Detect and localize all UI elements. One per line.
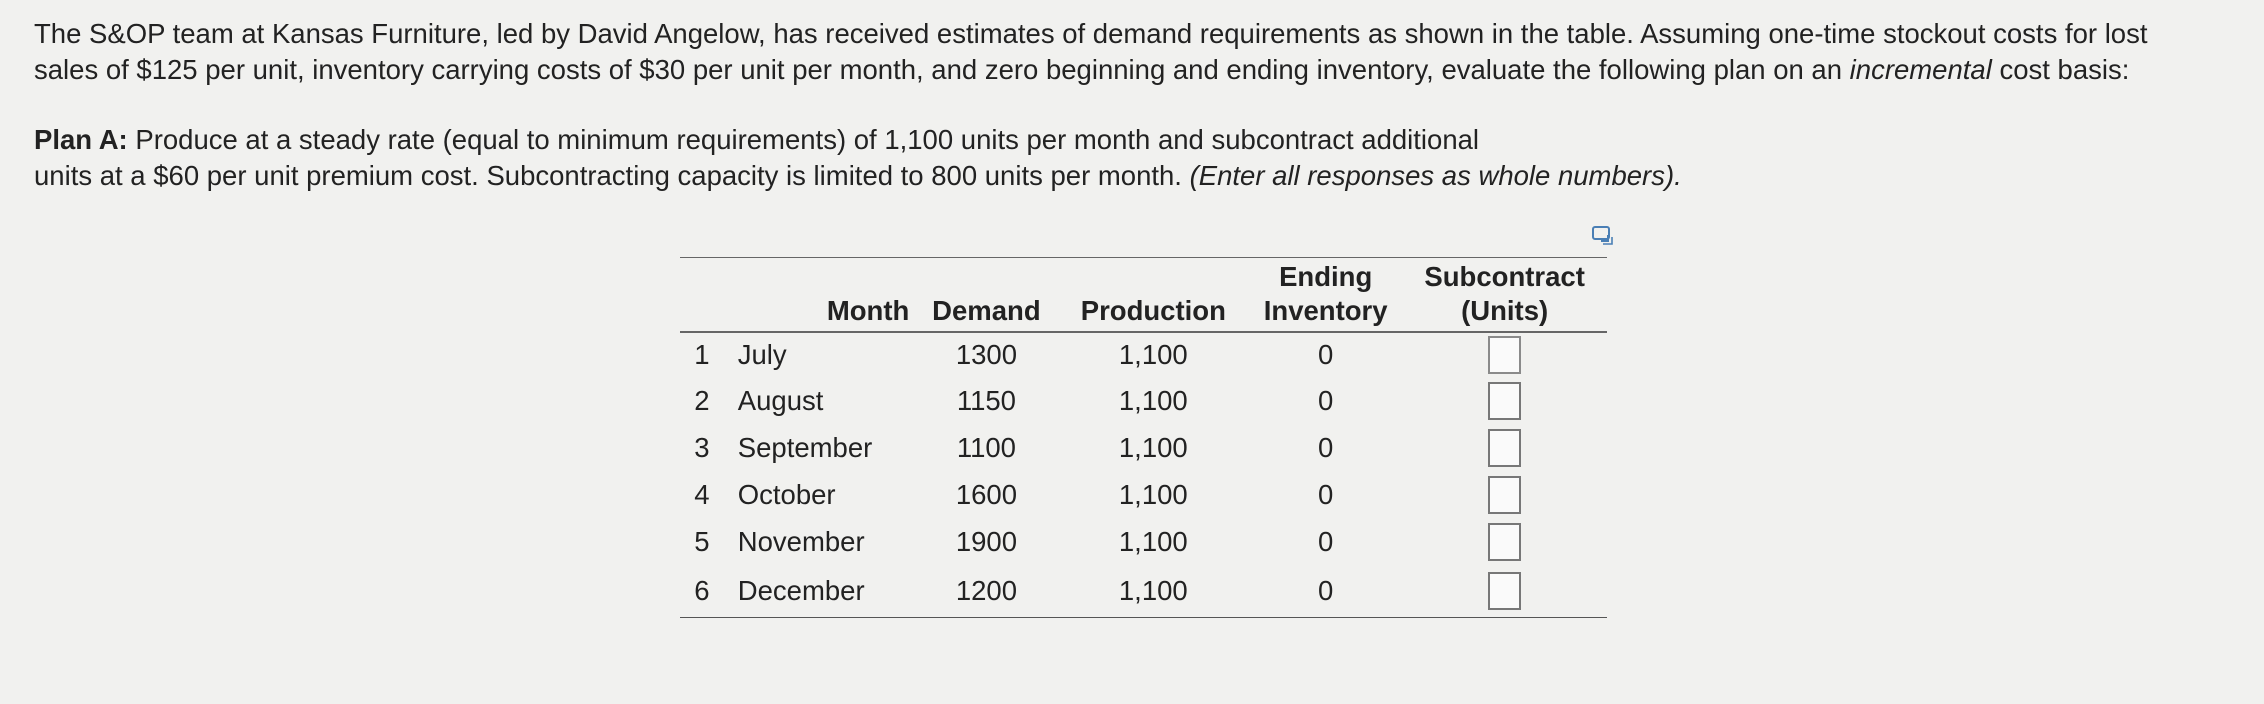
header-sub-line1: Subcontract <box>1424 261 1585 292</box>
plan-line-2-text: units at a $60 per unit premium cost. Subcontracting capacity is limited to 800 units per month. <box>34 160 1190 191</box>
row-ending-inventory: 0 <box>1318 431 1334 463</box>
subcontract-input-august[interactable] <box>1488 382 1521 420</box>
header-subcontract <box>1402 258 1607 332</box>
row-number: 4 <box>694 478 710 510</box>
row-month: July <box>737 339 787 370</box>
row-month: September <box>737 431 873 463</box>
plan-line-1 <box>34 122 1734 158</box>
row-month: August <box>737 384 824 416</box>
subcontract-input-september[interactable] <box>1488 429 1521 467</box>
header-month: Month <box>724 258 916 332</box>
problem-line-2 <box>34 52 2234 88</box>
problem-line-1: The S&OP team at Kansas Furniture, led by David Angelow, has received estimates of demand requirements as shown in the table. Assuming one-time stockout costs for lost <box>34 18 2148 49</box>
row-production: 1,100 <box>1118 339 1188 370</box>
row-ending-inventory: 0 <box>1318 478 1334 510</box>
row-number: 2 <box>694 384 710 416</box>
plan-line-2 <box>34 158 1734 194</box>
row-subcontract-cell <box>1402 471 1607 518</box>
row-production: 1,100 <box>1118 384 1188 416</box>
expand-table-icon[interactable] <box>1592 226 1614 246</box>
row-ending-inventory: 0 <box>1318 525 1334 557</box>
row-subcontract-cell <box>1402 518 1607 565</box>
row-demand: 1300 <box>955 339 1017 370</box>
plan-instruction: (Enter all responses as whole numbers). <box>1189 160 1682 191</box>
row-production: 1,100 <box>1118 525 1188 557</box>
problem-statement <box>34 16 2234 88</box>
row-month: December <box>724 565 916 618</box>
header-demand: Demand <box>915 258 1057 332</box>
row-demand: 1900 <box>955 525 1017 557</box>
row-production: 1,100 <box>1058 565 1250 618</box>
row-number: 6 <box>680 565 724 618</box>
header-num <box>680 258 724 332</box>
header-ending-inventory <box>1249 258 1402 332</box>
row-subcontract-cell <box>1402 565 1607 618</box>
row-number: 5 <box>694 525 710 557</box>
header-ending-line2: Inventory <box>1263 295 1388 326</box>
row-month: October <box>737 478 836 510</box>
row-subcontract-cell <box>1402 332 1607 377</box>
table-row <box>680 518 1607 565</box>
table-row <box>680 377 1607 424</box>
problem-line-2-end: cost basis: <box>1991 54 2130 85</box>
row-demand: 1600 <box>955 478 1017 510</box>
table-row <box>680 471 1607 518</box>
plan-statement <box>34 122 1734 194</box>
row-subcontract-cell <box>1402 424 1607 471</box>
subcontract-input-december[interactable] <box>1488 572 1521 610</box>
table-row <box>680 424 1607 471</box>
table-header-row <box>680 258 1607 332</box>
row-production: 1,100 <box>1118 431 1188 463</box>
row-ending-inventory: 0 <box>1249 565 1402 618</box>
subcontract-input-november[interactable] <box>1488 523 1521 561</box>
subcontract-input-july[interactable] <box>1488 336 1521 374</box>
header-production: Production <box>1058 258 1250 332</box>
plan-line-1-text: Produce at a steady rate (equal to minimum requirements) of 1,100 units per month and subcontract additional <box>127 124 1480 155</box>
row-number: 3 <box>694 431 710 463</box>
header-ending-line1: Ending <box>1279 261 1373 292</box>
row-month: November <box>737 525 865 557</box>
table-row <box>680 332 1607 377</box>
row-production: 1,100 <box>1118 478 1188 510</box>
problem-emphasis: incremental <box>1849 54 1992 85</box>
row-subcontract-cell <box>1402 377 1607 424</box>
row-demand: 1150 <box>956 384 1016 416</box>
row-ending-inventory: 0 <box>1318 384 1334 416</box>
problem-line-2-text: sales of $125 per unit, inventory carrying costs of $30 per unit per month, and zero beginning and ending inventory, evaluate the following plan on an <box>34 54 1850 85</box>
subcontract-input-october[interactable] <box>1488 476 1521 514</box>
row-number: 1 <box>694 339 710 370</box>
plan-table <box>680 258 1607 618</box>
row-ending-inventory: 0 <box>1318 339 1334 370</box>
header-sub-line2: (Units) <box>1461 295 1549 326</box>
row-demand: 1200 <box>915 565 1057 618</box>
table-row <box>680 565 1607 618</box>
plan-label: Plan A: <box>34 124 128 155</box>
row-demand: 1100 <box>956 431 1016 463</box>
